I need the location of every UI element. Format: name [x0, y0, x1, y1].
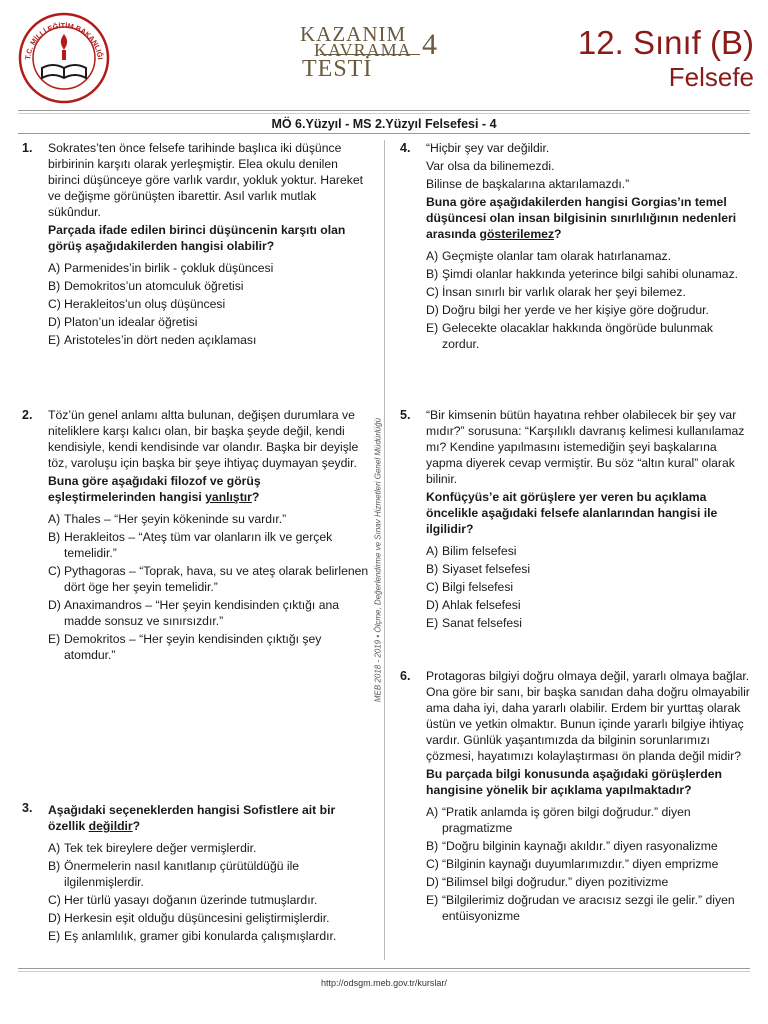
answer-option[interactable]: [426, 892, 750, 924]
answer-option[interactable]: [426, 874, 750, 890]
question-text: Töz’ün genel anlamı altta bulunan, değişen durumlara ve niteliklere karşı kalıcı olan, bir başka şeyde değil, kendi kendisiyle, kendi kendisinde var olandır. Başka bir deyişle töz, varoluşu için başka bir şeye ihtiyaç duymayan şeydir.: [48, 408, 359, 470]
question-text: “Hiçbir şey var değildir.: [426, 141, 550, 155]
brand-line-2: KAVRAMA: [314, 40, 412, 60]
question-prompt: [426, 489, 750, 537]
answer-option-key: D): [426, 598, 439, 612]
brand-line-1: KAZANIM: [300, 22, 407, 46]
answer-option-key: B): [48, 279, 61, 293]
answer-option[interactable]: [48, 278, 370, 294]
answer-option-key: B): [426, 839, 439, 853]
question-number: 1.: [22, 141, 33, 155]
answer-option[interactable]: [48, 296, 370, 312]
footer-divider-secondary: [18, 971, 750, 972]
question-3: [22, 800, 370, 946]
answer-option[interactable]: [48, 892, 370, 908]
question-prompt-text: Buna göre aşağıdakilerden hangisi Gorgias’ın temel düşüncesi olan insan bilgisinin sınırlılığının nedenleri arasında: [426, 195, 737, 241]
answer-option-text: Önermelerin nasıl kanıtlanıp çürütüldüğü ile ilgilenmişlerdir.: [64, 859, 300, 889]
question-prompt-text: Parçada ifade edilen birinci düşüncenin karşıtı olan görüş aşağıdakilerden hangisi olabilir?: [48, 223, 346, 253]
answer-option[interactable]: [426, 856, 750, 872]
question-number: 3.: [22, 801, 33, 815]
column-divider: [384, 140, 385, 960]
answer-option[interactable]: [426, 302, 750, 318]
answer-option[interactable]: [48, 928, 370, 944]
answer-option-key: C): [48, 564, 61, 578]
answer-option[interactable]: [426, 266, 750, 282]
question-text: “Bir kimsenin bütün hayatına rehber olabilecek bir şey var mıdır?” sorusuna: “Karşılıklı davranış kelimesi kullanılamaz mı? Kendine yapılmasını istemediğin şeyi başkalarına yapma diyerek cevap vermiştir. Bu söz “altın kural” olarak bilinir.: [426, 408, 745, 486]
answer-option-text: Demokritos – “Her şeyin kendisinden çıktığı şey atomdur.”: [64, 632, 322, 662]
answer-option-text: Sanat felsefesi: [442, 616, 522, 630]
answer-option-key: B): [426, 267, 439, 281]
answer-option-text: Ahlak felsefesi: [442, 598, 521, 612]
question-prompt: [426, 194, 750, 242]
answer-option[interactable]: [426, 320, 750, 352]
answer-option-text: Platon’un idealar öğretisi: [64, 315, 198, 329]
question-prompt-text: Konfüçyüs’e ait görüşlere yer veren bu açıklama öncelikle aşağıdaki felsefe alanlarından hangisi ile ilgilidir?: [426, 490, 718, 536]
answer-option-key: D): [48, 598, 61, 612]
answer-option[interactable]: [48, 910, 370, 926]
answer-option-key: A): [48, 261, 61, 275]
answer-option-key: A): [48, 512, 61, 526]
question-number: 4.: [400, 141, 411, 155]
answer-option-text: “Bilimsel bilgi doğrudur.” diyen pozitivizme: [442, 875, 669, 889]
question-5: [400, 407, 750, 633]
answer-option-key: E): [48, 632, 61, 646]
question-prompt-text: Buna göre aşağıdaki filozof ve görüş eşleştirmelerinden hangisi: [48, 474, 261, 504]
answer-option-text: “Doğru bilginin kaynağı akıldır.” diyen rasyonalizme: [442, 839, 718, 853]
answer-option-text: Herakleitos’un oluş düşüncesi: [64, 297, 226, 311]
footer-url[interactable]: http://odsgm.meb.gov.tr/kurslar/: [321, 978, 447, 988]
question-text: Bilinse de başkalarına aktarılamazdı.”: [426, 177, 630, 191]
answer-option-text: Pythagoras – “Toprak, hava, su ve ateş olarak belirlenen dört öge her şeyin temelidir.”: [64, 564, 369, 594]
answer-option[interactable]: [426, 838, 750, 854]
question-prompt-emphasis: yanlıştır: [205, 490, 252, 504]
answer-option-text: Thales – “Her şeyin kökeninde su vardır.”: [64, 512, 287, 526]
answer-option-text: “Bilgilerimiz doğrudan ve aracısız sezgi ile gelir.” diyen entüisyonizme: [442, 893, 735, 923]
answer-option[interactable]: [48, 597, 370, 629]
answer-option[interactable]: [48, 314, 370, 330]
answer-option-text: Eş anlamlılık, gramer gibi konularda çalışmışlardır.: [64, 929, 337, 943]
answer-option-text: Bilgi felsefesi: [442, 580, 514, 594]
answer-option-text: Gelecekte olacaklar hakkında öngörüde bulunmak zordur.: [442, 321, 714, 351]
answer-option[interactable]: [48, 631, 370, 663]
question-number: 5.: [400, 408, 411, 422]
answer-option[interactable]: [426, 597, 750, 613]
answer-option-key: E): [426, 893, 439, 907]
answer-option-text: Doğru bilgi her yerde ve her kişiye göre doğrudur.: [442, 303, 709, 317]
answer-option[interactable]: [48, 529, 370, 561]
header-divider-secondary: [18, 113, 750, 114]
sidebar-credit-text: MEB 2018 - 2019 • Ölçme, Değerlendirme ve Sınav Hizmetleri Genel Müdürlüğü: [373, 417, 383, 703]
svg-text:T.C. MİLLİ EĞİTİM BAKANLIĞI: T.C. MİLLİ EĞİTİM BAKANLIĞI: [23, 20, 105, 61]
section-title: MÖ 6.Yüzyıl - MS 2.Yüzyıl Felsefesi - 4: [271, 117, 497, 131]
answer-option-key: E): [48, 333, 61, 347]
question-1: [22, 140, 370, 350]
answer-option[interactable]: [426, 248, 750, 264]
question-prompt-tail: ?: [251, 490, 260, 504]
answer-option-key: A): [426, 249, 439, 263]
answer-option-text: Geçmişte olanlar tam olarak hatırlanamaz.: [442, 249, 671, 263]
question-prompt: [48, 222, 370, 254]
header-divider: [18, 110, 750, 111]
answer-option-key: A): [426, 544, 439, 558]
sidebar-credit: [373, 417, 390, 703]
answer-option-text: Parmenides’in birlik - çokluk düşüncesi: [64, 261, 274, 275]
answer-option-key: B): [426, 562, 439, 576]
answer-option-text: Demokritos’un atomculuk öğretisi: [64, 279, 244, 293]
test-brand: [290, 22, 460, 92]
question-prompt-tail: ?: [554, 227, 562, 241]
footer-divider: [18, 968, 750, 969]
answer-option[interactable]: [48, 563, 370, 595]
answer-option-text: Siyaset felsefesi: [442, 562, 531, 576]
answer-option-key: E): [426, 321, 439, 335]
question-text: Protagoras bilgiyi doğru olmaya değil, yararlı olmaya bağlar. Ona göre bir sanı, bir başka sanıdan daha doğru olmayabilir ama daha iyi, daha yararlı olabilir. Erdem bir yurttaş olarak üstün ve yetkin olmaktır. Bunun içinde yararlı bilgiye ihtiyaç vardır. Günlük yaşantımızda da bilginin sorunlarımızı çözmesi, hayatımızı kolaylaştırması ön planda değil midir?: [426, 669, 750, 763]
brand-line-3: TESTİ: [302, 56, 373, 82]
answer-option[interactable]: [426, 804, 750, 836]
answer-option[interactable]: [426, 579, 750, 595]
section-divider: [18, 133, 750, 134]
question-2: [22, 407, 370, 665]
answer-option-text: Tek tek bireylere değer vermişlerdir.: [64, 841, 257, 855]
question-text: Var olsa da bilinemezdi.: [426, 159, 555, 173]
answer-option-text: Aristoteles’in dört neden açıklaması: [64, 333, 257, 347]
ministry-seal-icon: [18, 12, 110, 104]
answer-option[interactable]: [426, 615, 750, 631]
answer-option-key: D): [426, 875, 439, 889]
answer-option-text: Anaximandros – “Her şeyin kendisinden çıktığı ana madde sonsuz ve sınırsızdır.”: [64, 598, 340, 628]
grade-title: 12. Sınıf (B): [577, 24, 754, 61]
answer-option[interactable]: [48, 840, 370, 856]
answer-option-key: A): [48, 841, 61, 855]
answer-option-key: C): [426, 857, 439, 871]
answer-option[interactable]: [48, 332, 370, 348]
subject-title: Felsefe: [668, 62, 754, 92]
question-prompt-emphasis: gösterilemez: [479, 227, 555, 241]
answer-option-text: Her türlü yasayı doğanın üzerinde tutmuşlardır.: [64, 893, 318, 907]
answer-option-text: Herkesin eşit olduğu düşüncesini geliştirmişlerdir.: [64, 911, 330, 925]
question-prompt: [48, 473, 370, 505]
question-prompt: [426, 766, 750, 798]
brand-number: 4: [422, 28, 437, 61]
answer-option-text: “Bilginin kaynağı duyumlarımızdır.” diyen emprizme: [442, 857, 719, 871]
answer-option-text: Şimdi olanlar hakkında yeterince bilgi sahibi olunamaz.: [442, 267, 739, 281]
answer-option-key: C): [48, 297, 61, 311]
answer-option-key: D): [48, 315, 61, 329]
answer-option-key: C): [48, 893, 61, 907]
answer-option[interactable]: [48, 260, 370, 276]
answer-option[interactable]: [426, 543, 750, 559]
question-prompt-tail: ?: [132, 819, 141, 833]
question-6: [400, 668, 750, 926]
answer-option[interactable]: [426, 284, 750, 300]
answer-option-text: Herakleitos – “Ateş tüm var olanların ilk ve gerçek temelidir.”: [64, 530, 333, 560]
question-4: [400, 140, 750, 354]
question-number: 2.: [22, 408, 33, 422]
answer-option[interactable]: [48, 511, 370, 527]
question-prompt-text: Bu parçada bilgi konusunda aşağıdaki görüşlerden hangisine yönelik bir açıklama yapılmaktadır?: [426, 767, 722, 797]
question-prompt-text: Aşağıdaki seçeneklerden hangisi Sofistlere ait bir özellik: [48, 803, 336, 833]
answer-option-key: A): [426, 805, 439, 819]
answer-option-key: B): [48, 530, 61, 544]
answer-option[interactable]: [48, 858, 370, 890]
answer-option-text: İnsan sınırlı bir varlık olarak her şeyi bilemez.: [442, 285, 686, 299]
question-prompt-emphasis: değildir: [88, 819, 133, 833]
answer-option-text: Bilim felsefesi: [442, 544, 517, 558]
answer-option-key: B): [48, 859, 61, 873]
question-text: Sokrates’ten önce felsefe tarihinde başlıca iki düşünce birbirinin karşıtı olarak yerleşmiştir. Elea okulu denilen birinci düşünceye göre varlık vardır, yokluk yoktur. Hareket ve değişme görünüşten ibarettir. Asıl varlık mutlak sükûndur.: [48, 141, 363, 219]
answer-option-text: “Pratik anlamda iş gören bilgi doğrudur.” diyen pragmatizme: [442, 805, 691, 835]
answer-option-key: E): [48, 929, 61, 943]
ministry-logo: [18, 12, 110, 104]
answer-option-key: C): [426, 285, 439, 299]
answer-option-key: C): [426, 580, 439, 594]
question-prompt: [48, 802, 370, 834]
answer-option-key: D): [48, 911, 61, 925]
answer-option-key: D): [426, 303, 439, 317]
answer-option-key: E): [426, 616, 439, 630]
question-number: 6.: [400, 669, 411, 683]
answer-option[interactable]: [426, 561, 750, 577]
